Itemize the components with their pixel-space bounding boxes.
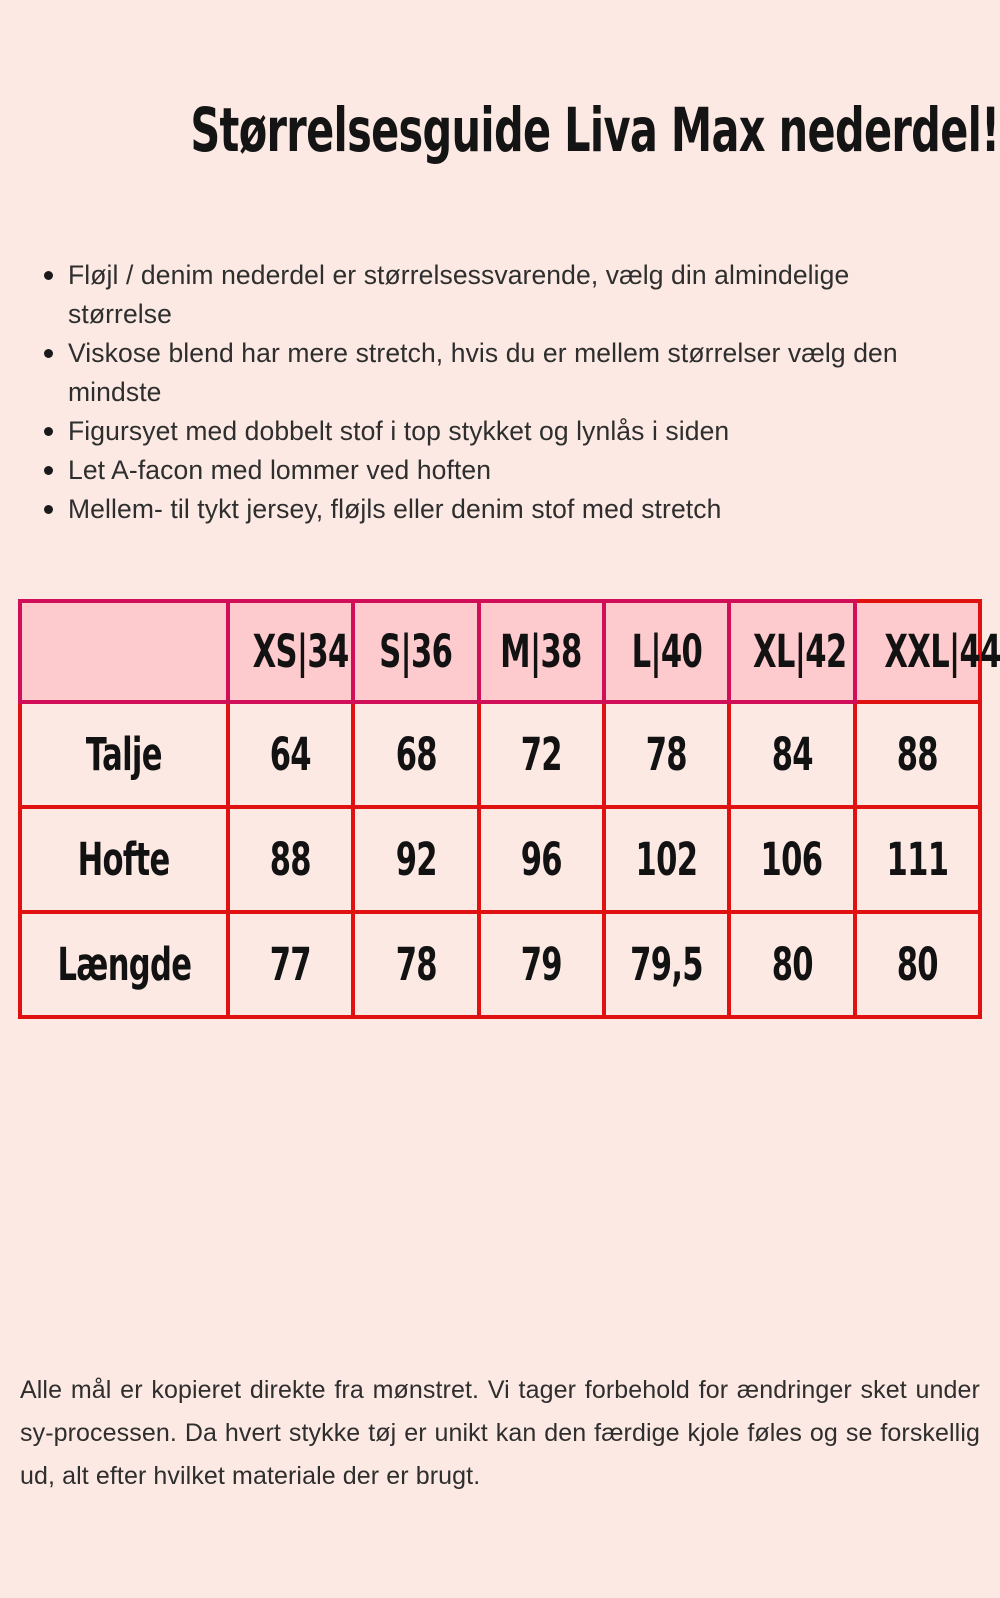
measurement-value: 78 <box>395 937 437 991</box>
list-item-text: Fløjl / denim nederdel er størrelsessvarende, vælg din almindelige størrelse <box>68 259 850 329</box>
size-column-header-l <box>606 599 731 704</box>
measurement-cell <box>731 809 856 914</box>
measurement-value: 102 <box>635 832 698 886</box>
measurement-value: 84 <box>771 727 813 781</box>
measurement-value: 80 <box>896 937 938 991</box>
list-item <box>42 334 940 412</box>
measurement-cell <box>355 914 480 1019</box>
size-column-label: M|38 <box>500 624 583 678</box>
size-column-label: S|36 <box>379 624 453 678</box>
measurement-cell <box>857 704 982 809</box>
row-label: Hofte <box>78 832 170 886</box>
measurement-cell <box>606 914 731 1019</box>
measurement-cell <box>857 809 982 914</box>
product-notes-list <box>42 256 940 529</box>
measurement-cell <box>481 809 606 914</box>
measurement-value: 111 <box>886 832 949 886</box>
list-item <box>42 490 940 529</box>
list-item-text: Figursyet med dobbelt stof i top stykket og lynlås i siden <box>68 415 730 446</box>
measurement-value: 96 <box>520 832 562 886</box>
size-column-header-xxl <box>857 599 1000 704</box>
list-item <box>42 451 940 490</box>
disclaimer-text: Alle mål er kopieret direkte fra mønstret. Vi tager forbehold for ændringer sket under sy-processen. Da hvert stykke tøj er unikt kan den færdige kjole føles og se forskellig ud, alt efter hvilket materiale der er brugt. <box>20 1375 980 1490</box>
measurement-cell <box>606 809 731 914</box>
page-title-text: Størrelsesguide Liva Max nederdel! <box>190 95 1000 166</box>
row-label-cell <box>18 704 230 809</box>
measurement-value: 78 <box>646 727 688 781</box>
row-label: Længde <box>57 937 191 991</box>
measurement-value: 64 <box>270 727 312 781</box>
size-table <box>18 599 1000 1019</box>
size-column-header-m <box>481 599 606 704</box>
measurement-value: 72 <box>520 727 562 781</box>
measurement-value: 79,5 <box>630 937 704 991</box>
size-table-row-laengde <box>18 914 982 1019</box>
measurement-cell <box>355 704 480 809</box>
size-column-label: XS|34 <box>252 624 349 678</box>
measurement-cell <box>230 914 355 1019</box>
size-column-header-xs <box>230 599 355 704</box>
size-column-header-xl <box>731 599 856 704</box>
size-table-row-talje <box>18 704 982 809</box>
measurement-value: 68 <box>395 727 437 781</box>
list-item-text: Viskose blend har mere stretch, hvis du er mellem størrelser vælg den mindste <box>68 337 898 407</box>
size-column-label: L|40 <box>631 624 702 678</box>
measurement-value: 80 <box>771 937 813 991</box>
measurement-value: 79 <box>520 937 562 991</box>
measurement-value: 77 <box>270 937 312 991</box>
measurement-value: 92 <box>395 832 437 886</box>
list-item <box>42 412 940 451</box>
page-title <box>0 95 1000 166</box>
measurement-cell <box>230 704 355 809</box>
measurement-value: 106 <box>761 832 823 886</box>
size-table-row-hofte <box>18 809 982 914</box>
measurement-value: 88 <box>270 832 312 886</box>
row-label-cell <box>18 914 230 1019</box>
measurement-cell <box>731 914 856 1019</box>
measurement-cell <box>481 914 606 1019</box>
list-item-text: Let A-facon med lommer ved hoften <box>68 454 492 485</box>
list-item <box>42 256 940 334</box>
size-column-label: XXL|44 <box>883 624 1000 678</box>
measurement-cell <box>731 704 856 809</box>
measurement-cell <box>606 704 731 809</box>
row-label-cell <box>18 809 230 914</box>
size-table-corner-cell <box>18 599 230 704</box>
measurement-cell <box>857 914 982 1019</box>
size-column-label: XL|42 <box>753 624 847 678</box>
size-column-header-s <box>355 599 480 704</box>
measurement-value: 88 <box>896 727 938 781</box>
size-table-header-row <box>18 599 982 704</box>
row-label: Talje <box>86 727 162 781</box>
list-item-text: Mellem- til tykt jersey, fløjls eller denim stof med stretch <box>68 493 722 524</box>
measurement-cell <box>355 809 480 914</box>
measurement-cell <box>230 809 355 914</box>
measurement-cell <box>481 704 606 809</box>
